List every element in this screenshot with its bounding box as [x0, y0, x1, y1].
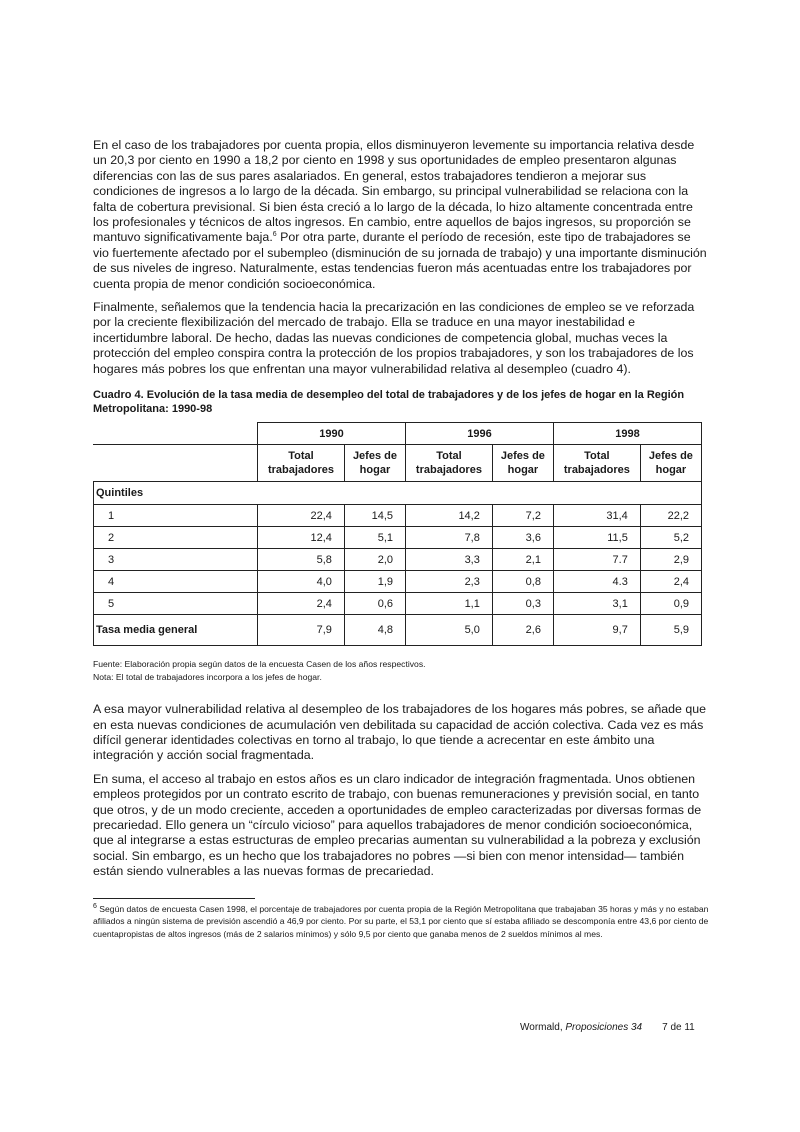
table-cell: 5,9	[640, 615, 701, 646]
table-cell: 31,4	[553, 505, 640, 527]
table-cell: 7,9	[258, 615, 345, 646]
table-cell: 1,9	[344, 571, 405, 593]
table-caption: Cuadro 4. Evolución de la tasa media de desempleo del total de trabajadores y de los jefes de hogar en la Región Metropolitana: 1990-98	[93, 389, 685, 415]
table-cell: 5,1	[344, 527, 405, 549]
paragraph-1-text-cont: Por otra parte, durante el período de recesión, este tipo de trabajadores se vio fuertemente afectado por el subempleo (disminución de su jornada de trabajo) y una importante disminución de sus niveles de ingreso. Naturalmente, estas tendencias fueron más acentuadas entre los trabajadores por cuenta propia de menor condición socioeconómica.	[93, 230, 707, 291]
header-total-trabajadores: Total trabajadores	[553, 445, 640, 482]
header-year: 1998	[553, 423, 701, 445]
table-cell: 2,3	[406, 571, 493, 593]
paragraph-3: A esa mayor vulnerabilidad relativa al desempleo de los trabajadores de los hogares más pobres, se añade que en esta nuevas condiciones de acumulación ven debilitada su capacidad de acción colectiva. Cada vez es más difícil generar identidades colectivas en torno al trabajo, lo que tiende a acrecentar en este ámbito una integración y acción social fragmentada.	[93, 702, 707, 763]
table-source: Fuente: Elaboración propia según datos de la encuesta Casen de los años respectivos.	[93, 659, 426, 670]
page-content	[93, 138, 709, 940]
paragraph-1	[93, 138, 709, 292]
footnote-divider	[93, 898, 255, 899]
unemployment-table	[93, 422, 702, 646]
table-row	[94, 505, 702, 527]
header-total-trabajadores: Total trabajadores	[258, 445, 345, 482]
header-year: 1996	[406, 423, 554, 445]
table-cell: 1,1	[406, 593, 493, 615]
table-cell: 14,5	[344, 505, 405, 527]
page-footer	[520, 1022, 695, 1033]
table-cell: 4,0	[258, 571, 345, 593]
footnote-marker: 6	[93, 902, 97, 910]
table-cell: 11,5	[553, 527, 640, 549]
section-row-quintiles	[94, 482, 702, 505]
table-row	[94, 549, 702, 571]
header-total-trabajadores: Total trabajadores	[406, 445, 493, 482]
header-empty-cell	[94, 423, 258, 445]
row-label: 3	[94, 549, 258, 571]
table-cell: 2,9	[640, 549, 701, 571]
table-cell: 0,9	[640, 593, 701, 615]
table-cell: 7,8	[406, 527, 493, 549]
page-number: 7 de 11	[662, 1022, 695, 1033]
table-cell: 0,3	[492, 593, 553, 615]
table-cell: 4,8	[344, 615, 405, 646]
table-cell: 0,6	[344, 593, 405, 615]
header-empty-cell	[94, 445, 258, 482]
header-year: 1990	[258, 423, 406, 445]
table-cell: 3,1	[553, 593, 640, 615]
table-note: Nota: El total de trabajadores incorpora a los jefes de hogar.	[93, 672, 322, 683]
footnote-6	[93, 903, 709, 941]
footnote-text: Según datos de encuesta Casen 1998, el porcentaje de trabajadores por cuenta propia de la Región Metropolitana que trabajaban 35 horas y más y no estaban afiliados a ningún sistema de previsión ascendió a 46,9 por ciento. Por su parte, el 53,1 por ciento que sí estaba afiliado se descomponía entre 43,6 por ciento de cuentapropistas de altos ingresos (más de 2 salarios mínimos) y sólo 9,5 por ciento que ganaba menos de 2 sueldos mínimos al mes.	[93, 903, 709, 939]
footer-publication: Proposiciones 34	[565, 1022, 643, 1033]
table-cell: 5,8	[258, 549, 345, 571]
table-cell: 14,2	[406, 505, 493, 527]
table-cell: 2,4	[258, 593, 345, 615]
paragraph-4: En suma, el acceso al trabajo en estos años es un claro indicador de integración fragmentada. Unos obtienen empleos protegidos por un contrato escrito de trabajo, con buenas remuneraciones y previsión social, en tanto que otros, y de un modo creciente, acceden a oportunidades de empleo caracterizadas por diversas formas de precariedad. Ello genera un “círculo vicioso” para aquellos trabajadores de menor condición socioeconómica, que al integrarse a estas estructuras de empleo precarias aumentan su vulnerabilidad a la pobreza y exclusión social. Sin embargo, es un hecho que los trabajadores no pobres —si bien con menor intensidad— también están siendo vulnerables a las nuevas formas de precariedad.	[93, 771, 702, 879]
header-jefes-de-hogar: Jefes de hogar	[492, 445, 553, 482]
table-cell: 12,4	[258, 527, 345, 549]
table-cell: 2,6	[492, 615, 553, 646]
table-header-columns	[94, 445, 702, 482]
table-cell: 3,3	[406, 549, 493, 571]
table-notes	[93, 658, 709, 684]
footer-author: Wormald,	[520, 1022, 566, 1033]
table-cell: 2,1	[492, 549, 553, 571]
table-cell: 2,0	[344, 549, 405, 571]
table-cell: 4.3	[553, 571, 640, 593]
table-cell: 5,2	[640, 527, 701, 549]
table-cell: 22,2	[640, 505, 701, 527]
table-cell: 0,8	[492, 571, 553, 593]
table-header-years	[94, 423, 702, 445]
table-row	[94, 571, 702, 593]
table-cell: 2,4	[640, 571, 701, 593]
row-label: 4	[94, 571, 258, 593]
row-label: 1	[94, 505, 258, 527]
row-label: Tasa media general	[94, 615, 258, 646]
table-row	[94, 527, 702, 549]
paragraph-2: Finalmente, señalemos que la tendencia hacia la precarización en las condiciones de empleo se ve reforzada por la creciente flexibilización del mercado de trabajo. Ella se traduce en una mayor inestabilidad e incertidumbre laboral. De hecho, dadas las nuevas condiciones de competencia global, muchas veces la protección del empleo conspira contra la protección de los propios trabajadores, y son los trabajadores de los hogares más pobres los que enfrentan una mayor vulnerabilidad relativa al desempleo (cuadro 4).	[93, 300, 695, 376]
table-cell: 7,2	[492, 505, 553, 527]
row-label: 5	[94, 593, 258, 615]
section-label: Quintiles	[94, 482, 702, 505]
table-cell: 9,7	[553, 615, 640, 646]
table-cell: 7.7	[553, 549, 640, 571]
table-cell: 5,0	[406, 615, 493, 646]
header-jefes-de-hogar: Jefes de hogar	[344, 445, 405, 482]
table-row-total	[94, 615, 702, 646]
table-cell: 3,6	[492, 527, 553, 549]
header-jefes-de-hogar: Jefes de hogar	[640, 445, 701, 482]
paragraph-1-text: En el caso de los trabajadores por cuenta propia, ellos disminuyeron levemente su importancia relativa desde un 20,3 por ciento en 1990 a 18,2 por ciento en 1998 y sus oportunidades de empleo presentaron algunas diferencias con las de sus pares asalariados. En general, estos trabajadores tendieron a mejorar sus condiciones de ingresos a lo largo de la década. Sin embargo, su principal vulnerabilidad se relaciona con la falta de cobertura previsional. Si bien ésta creció a lo largo de la década, lo hizo altamente concentrada entre los profesionales y técnicos de altos ingresos. En cambio, entre aquellos de bajos ingresos, su proporción se mantuvo significativamente baja.	[93, 138, 695, 245]
table-row	[94, 593, 702, 615]
footnote-ref-6[interactable]: 6	[272, 231, 277, 239]
quintile-rows	[94, 505, 702, 615]
table-cell: 22,4	[258, 505, 345, 527]
row-label: 2	[94, 527, 258, 549]
